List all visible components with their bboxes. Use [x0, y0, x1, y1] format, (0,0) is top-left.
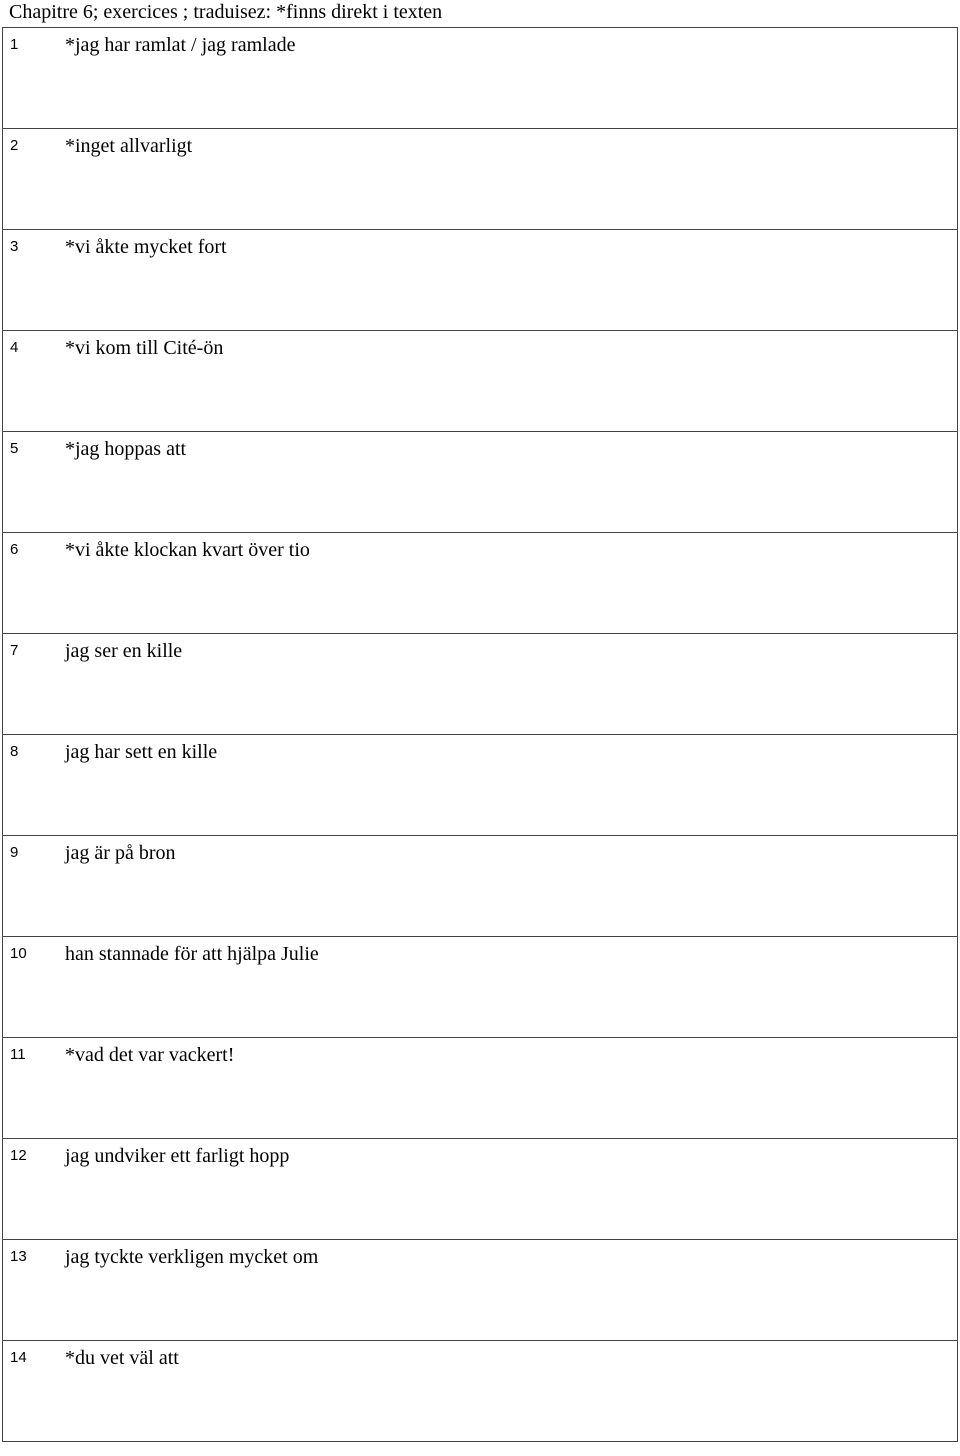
table-row [3, 331, 958, 432]
table-row [3, 634, 958, 735]
exercise-sentence: *inget allvarligt [65, 135, 193, 157]
exercise-cell [3, 28, 958, 129]
exercise-cell [3, 1341, 958, 1442]
exercise-cell [3, 937, 958, 1038]
exercise-item [3, 28, 957, 58]
exercise-cell [3, 1139, 958, 1240]
exercise-item [3, 836, 957, 866]
table-row [3, 1240, 958, 1341]
exercise-number: 5 [10, 440, 19, 457]
exercise-cell [3, 1038, 958, 1139]
exercise-cell [3, 331, 958, 432]
exercise-item [3, 533, 957, 563]
table-row [3, 432, 958, 533]
table-row [3, 1341, 958, 1442]
exercise-cell [3, 836, 958, 937]
page-title: Chapitre 6; exercices ; traduisez: *finns direkt i texten [9, 1, 443, 23]
exercise-item [3, 1240, 957, 1270]
exercise-number: 3 [10, 238, 19, 255]
exercise-sentence: *vad det var vackert! [65, 1044, 235, 1066]
exercise-cell [3, 1240, 958, 1341]
table-row [3, 1139, 958, 1240]
table-row [3, 129, 958, 230]
exercise-table [2, 27, 958, 1442]
exercise-number: 10 [10, 945, 27, 962]
exercise-cell [3, 735, 958, 836]
exercise-number: 14 [10, 1349, 27, 1366]
exercise-sentence: *vi åkte mycket fort [65, 236, 227, 258]
exercise-sentence: jag har sett en kille [65, 741, 218, 763]
table-row [3, 533, 958, 634]
exercise-number: 8 [10, 743, 19, 760]
exercise-sentence: *du vet väl att [65, 1347, 179, 1369]
table-row [3, 230, 958, 331]
exercise-item [3, 937, 957, 967]
table-row [3, 937, 958, 1038]
exercise-item [3, 634, 957, 664]
exercise-sentence: jag tyckte verkligen mycket om [65, 1246, 319, 1268]
exercise-item [3, 1038, 957, 1068]
exercise-sentence: *jag har ramlat / jag ramlade [65, 34, 296, 56]
exercise-cell [3, 129, 958, 230]
exercise-number: 6 [10, 541, 19, 558]
exercise-number: 7 [10, 642, 19, 659]
exercise-sentence: *vi åkte klockan kvart över tio [65, 539, 310, 561]
exercise-number: 13 [10, 1248, 27, 1265]
exercise-cell [3, 634, 958, 735]
exercise-cell [3, 533, 958, 634]
exercise-sentence: han stannade för att hjälpa Julie [65, 943, 319, 965]
exercise-sentence: jag är på bron [65, 842, 176, 864]
exercise-item [3, 129, 957, 159]
exercise-item [3, 1139, 957, 1169]
table-row [3, 28, 958, 129]
exercise-number: 9 [10, 844, 19, 861]
table-row [3, 1038, 958, 1139]
table-row [3, 836, 958, 937]
exercise-item [3, 432, 957, 462]
exercise-item [3, 230, 957, 260]
exercise-number: 12 [10, 1147, 27, 1164]
exercise-rows [3, 28, 958, 1442]
exercise-sentence: *jag hoppas att [65, 438, 187, 460]
exercise-number: 4 [10, 339, 19, 356]
exercise-sentence: jag ser en kille [65, 640, 183, 662]
exercise-sentence: *vi kom till Cité-ön [65, 337, 224, 359]
exercise-item [3, 331, 957, 361]
exercise-number: 11 [10, 1046, 26, 1063]
exercise-cell [3, 230, 958, 331]
exercise-sentence: jag undviker ett farligt hopp [65, 1145, 290, 1167]
exercise-cell [3, 432, 958, 533]
table-row [3, 735, 958, 836]
exercise-item [3, 735, 957, 765]
exercise-item [3, 1341, 957, 1371]
exercise-number: 1 [10, 36, 19, 53]
exercise-number: 2 [10, 137, 19, 154]
